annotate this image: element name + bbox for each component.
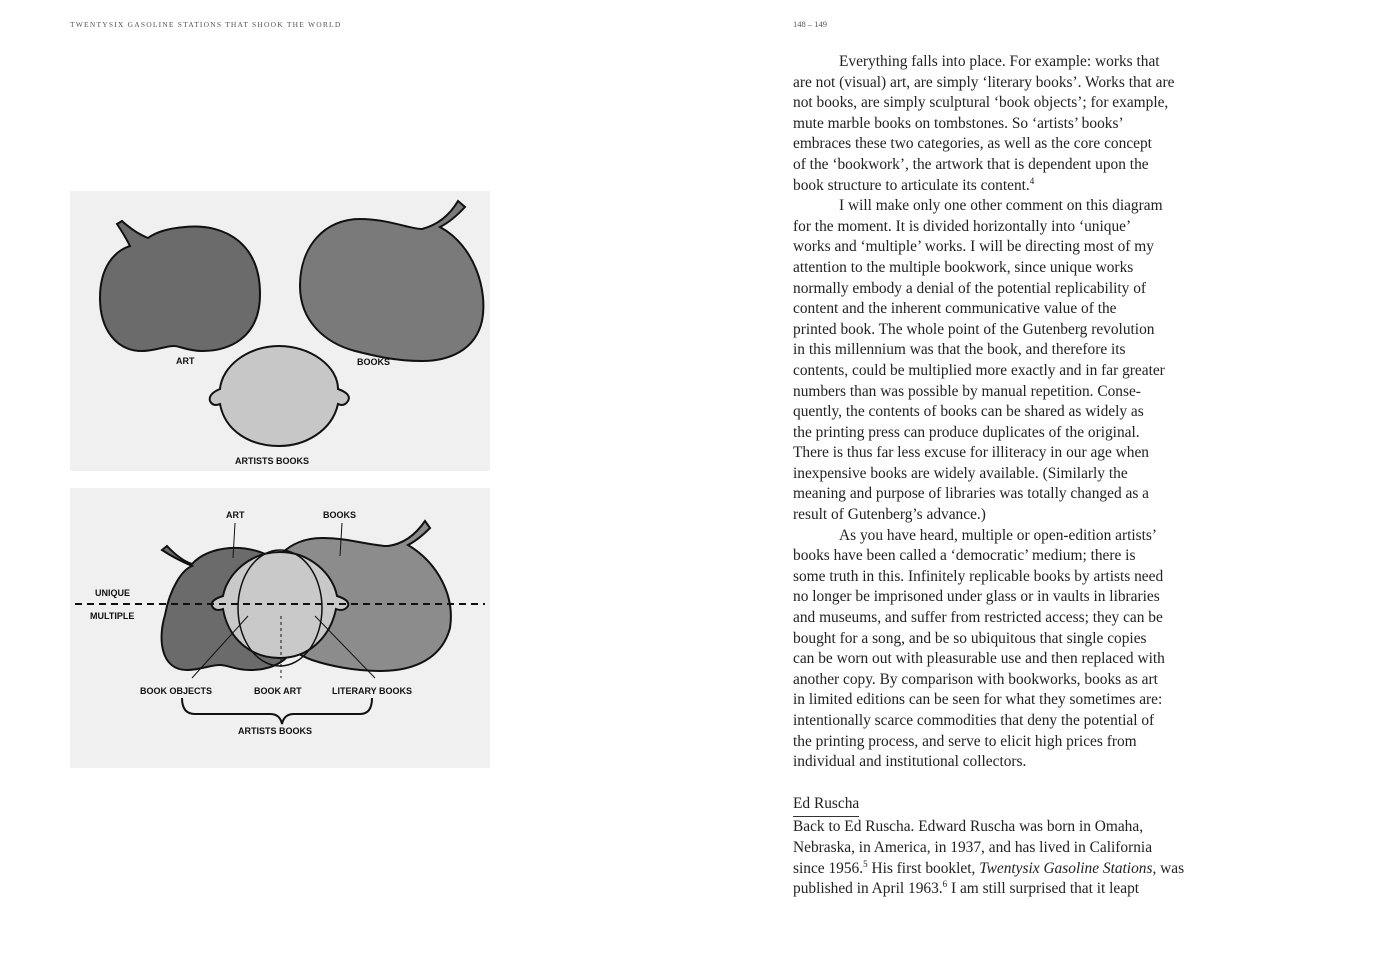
text-line: intentionally scarce commodities that deny the potential of bbox=[793, 712, 1155, 729]
label-unique: UNIQUE bbox=[95, 588, 131, 598]
text-fragment: since 1956. bbox=[793, 859, 864, 877]
text-line bbox=[793, 879, 1233, 900]
text-line: contents, could be multiplied more exactly and in far greater bbox=[793, 361, 1165, 379]
text-line: meaning and purpose of libraries was totally changed as a bbox=[793, 485, 1150, 503]
label-books: BOOKS bbox=[323, 510, 357, 520]
text-line: for the moment. It is divided horizontally into ‘unique’ bbox=[793, 217, 1132, 235]
text-line: normally embody a denial of the potential replicability of bbox=[793, 279, 1147, 297]
text-line: in this millennium was that the book, and therefore its bbox=[793, 341, 1126, 359]
text-line: works and ‘multiple’ works. I will be directing most of my bbox=[793, 238, 1154, 256]
text-line: There is thus far less excuse for illiteracy in our age when bbox=[793, 444, 1149, 462]
text-fragment: book structure to articulate its content. bbox=[793, 176, 1030, 194]
text-line: of the ‘bookwork’, the artwork that is dependent upon the bbox=[793, 155, 1149, 173]
text-line: not books, are simply sculptural ‘book objects’; for example, bbox=[793, 94, 1169, 112]
label-artists-books: ARTISTS BOOKS bbox=[235, 456, 310, 466]
footnote-marker[interactable]: 4 bbox=[1029, 175, 1035, 186]
text-line: attention to the multiple bookwork, since unique works bbox=[793, 258, 1134, 276]
text-line: mute marble books on tombstones. So ‘artists’ books’ bbox=[793, 114, 1124, 132]
text-line: the printing press can produce duplicates of the original. bbox=[793, 423, 1140, 441]
text-line bbox=[793, 859, 1233, 880]
text-fragment: published in April 1963. bbox=[793, 880, 943, 898]
text-fragment: , was bbox=[1152, 859, 1185, 877]
label-art: ART bbox=[176, 356, 195, 366]
text-line: printed book. The whole point of the Gutenberg revolution bbox=[793, 320, 1155, 338]
brace bbox=[182, 698, 372, 724]
label-artists-books: ARTISTS BOOKS bbox=[238, 726, 313, 736]
text-fragment: I am still surprised that it leapt bbox=[947, 880, 1140, 898]
label-books: BOOKS bbox=[357, 357, 391, 367]
text-line: the printing process, and serve to elicit high prices from bbox=[793, 732, 1137, 750]
text-line: numbers than was possible by manual repetition. Conse- bbox=[793, 382, 1141, 400]
overlap-illustration bbox=[70, 488, 490, 768]
label-art: ART bbox=[226, 510, 245, 520]
text-line: books have been called a ‘democratic’ medium; there is bbox=[793, 547, 1136, 565]
apple-shape bbox=[100, 221, 260, 351]
text-line: no longer be imprisoned under glass or in vaults in libraries bbox=[793, 588, 1160, 606]
footnote-marker[interactable]: 5 bbox=[863, 858, 868, 869]
text-line: individual and institutional collectors. bbox=[793, 753, 1027, 771]
text-line: are not (visual) art, are simply ‘literary books’. Works that are bbox=[793, 73, 1175, 91]
text-line: bought for a song, and be so ubiquitous that single copies bbox=[793, 629, 1147, 647]
text-line: in limited editions can be seen for what they sometimes are: bbox=[793, 691, 1163, 709]
text-line: As you have heard, multiple or open-edition artists’ bbox=[839, 526, 1157, 544]
paragraph-2 bbox=[793, 196, 1233, 526]
label-multiple: MULTIPLE bbox=[90, 611, 135, 621]
text-line: Nebraska, in America, in 1937, and has lived in California bbox=[793, 838, 1153, 856]
diagram-overlap bbox=[70, 488, 490, 768]
text-line: result of Gutenberg’s advance.) bbox=[793, 506, 986, 524]
text-line bbox=[793, 176, 1233, 197]
text-line: quently, the contents of books can be shared as widely as bbox=[793, 403, 1144, 421]
paragraph-3 bbox=[793, 526, 1233, 773]
text-line: another copy. By comparison with bookworks, books as art bbox=[793, 670, 1158, 688]
label-literary-books: LITERARY BOOKS bbox=[332, 686, 413, 696]
footnote-marker[interactable]: 6 bbox=[942, 879, 948, 890]
text-line: some truth in this. Infinitely replicable books by artists need bbox=[793, 567, 1164, 585]
text-line: and museums, and suffer from restricted access; they can be bbox=[793, 609, 1163, 627]
pear-shape bbox=[300, 201, 483, 361]
label-book-art: BOOK ART bbox=[254, 686, 302, 696]
running-title: TWENTYSIX GASOLINE STATIONS THAT SHOOK THE WORLD bbox=[70, 20, 342, 29]
section-heading: Ed Ruscha bbox=[793, 794, 859, 818]
text-line: Everything falls into place. For example: works that bbox=[839, 53, 1160, 70]
text-line: Back to Ed Ruscha. Edward Ruscha was born in Omaha, bbox=[793, 818, 1144, 836]
text-line: I will make only one other comment on this diagram bbox=[839, 197, 1163, 215]
fruits-illustration bbox=[70, 191, 490, 471]
text-line: embraces these two categories, as well as the core concept bbox=[793, 135, 1152, 153]
text-line: content and the inherent communicative value of the bbox=[793, 300, 1117, 318]
text-line: can be worn out with pleasurable use and then replaced with bbox=[793, 650, 1165, 668]
paragraph-1 bbox=[793, 52, 1233, 196]
diagram-fruits bbox=[70, 191, 490, 471]
book-title: Twentysix Gasoline Stations bbox=[979, 859, 1153, 877]
text-fragment: His first booklet, bbox=[867, 859, 980, 877]
page-numbers: 148 – 149 bbox=[793, 19, 827, 29]
body-text bbox=[793, 52, 1233, 900]
lemon-shape bbox=[210, 346, 349, 446]
text-line: inexpensive books are widely available. (Similarly the bbox=[793, 464, 1128, 482]
paragraph-4 bbox=[793, 817, 1233, 899]
label-book-objects: BOOK OBJECTS bbox=[140, 686, 213, 696]
